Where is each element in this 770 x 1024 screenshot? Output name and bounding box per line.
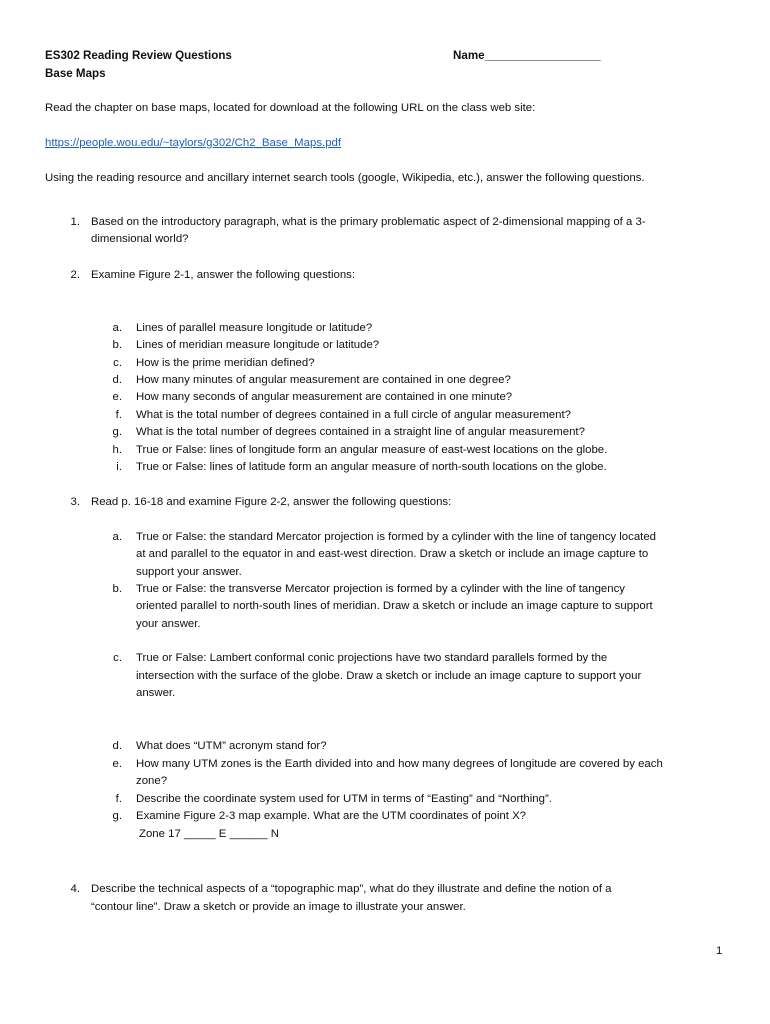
item-text: What is the total number of degrees contained in a straight line of angular measurement? <box>136 426 585 438</box>
item-text-line-2: oriented parallel to north-south lines of meridian. Draw a sketch or include an image capture to support <box>136 600 653 612</box>
item-text: True or False: lines of longitude form an angular measure of east-west locations on the globe. <box>136 444 608 456</box>
item-text-line-2: zone? <box>136 775 168 787</box>
item-text-line-2: intersection with the surface of the globe. Draw a sketch or include an image capture to support your <box>136 670 642 682</box>
item-letter: g. <box>112 426 122 438</box>
item-text: Lines of meridian measure longitude or latitude? <box>136 339 380 351</box>
item-text-line-3: support your answer. <box>136 566 242 578</box>
item-text-line-1: True or False: the standard Mercator projection is formed by a cylinder with the line of tangency located <box>136 531 657 543</box>
item-letter: b. <box>112 583 122 595</box>
item-letter: e. <box>112 391 122 403</box>
question-2-text: Examine Figure 2-1, answer the following questions: <box>91 269 356 281</box>
item-text: Describe the coordinate system used for UTM in terms of “Easting” and “Northing”. <box>136 793 552 805</box>
item-letter: c. <box>113 652 122 664</box>
item-text: How many seconds of angular measurement are contained in one minute? <box>136 391 513 403</box>
item-text-line-3: your answer. <box>136 618 201 630</box>
item-letter: e. <box>112 758 122 770</box>
question-4-line-1: Describe the technical aspects of a “topographic map”, what do they illustrate and define the notion of a <box>91 883 612 895</box>
item-text: How is the prime meridian defined? <box>136 357 315 369</box>
question-2-number: 2. <box>70 269 80 281</box>
item-letter: g. <box>112 810 122 822</box>
item-text: Examine Figure 2-3 map example. What are the UTM coordinates of point X? <box>136 810 526 822</box>
item-letter: a. <box>112 531 122 543</box>
item-text-line-1: True or False: the transverse Mercator projection is formed by a cylinder with the line of tangency <box>136 583 625 595</box>
item-text: How many minutes of angular measurement are contained in one degree? <box>136 374 511 386</box>
question-1-line-1: Based on the introductory paragraph, what is the primary problematic aspect of 2-dimensional mapping of a 3- <box>91 216 646 228</box>
question-4-line-2: “contour line”. Draw a sketch or provide an image to illustrate your answer. <box>91 901 466 913</box>
item-text-line-2: at and parallel to the equator in and east-west direction. Draw a sketch or include an image capture to <box>136 548 649 560</box>
name-field-label: Name__________________ <box>453 49 601 62</box>
question-1-line-2: dimensional world? <box>91 233 189 245</box>
item-letter: f. <box>115 409 122 421</box>
item-letter: c. <box>113 357 122 369</box>
item-letter: f. <box>115 793 122 805</box>
question-3-text: Read p. 16-18 and examine Figure 2-2, answer the following questions: <box>91 496 452 508</box>
item-letter: h. <box>112 444 122 456</box>
item-letter: d. <box>112 740 122 752</box>
page-number: 1 <box>716 945 723 957</box>
item-letter: i. <box>116 461 122 473</box>
item-text: True or False: lines of latitude form an angular measure of north-south locations on the globe. <box>136 461 607 473</box>
question-4-number: 4. <box>70 883 80 895</box>
item-text-line-1: How many UTM zones is the Earth divided into and how many degrees of longitude are covered by each <box>136 758 663 770</box>
instructions-text: Using the reading resource and ancillary internet search tools (google, Wikipedia, etc.), answer the following questions. <box>45 172 645 184</box>
item-letter: b. <box>112 339 122 351</box>
item-text-line-3: answer. <box>136 687 176 699</box>
item-text-line-1: True or False: Lambert conformal conic projections have two standard parallels formed by the <box>136 652 608 664</box>
question-1-number: 1. <box>70 216 80 228</box>
item-letter: d. <box>112 374 122 386</box>
document-subtitle: Base Maps <box>45 67 106 80</box>
course-title: ES302 Reading Review Questions <box>45 49 232 62</box>
utm-zone-answer-line: Zone 17 _____ E ______ N <box>139 828 279 840</box>
chapter-url-link[interactable]: https://people.wou.edu/~taylors/g302/Ch2_Base_Maps.pdf <box>45 137 342 149</box>
question-3-number: 3. <box>70 496 80 508</box>
item-text: Lines of parallel measure longitude or latitude? <box>136 322 373 334</box>
intro-text: Read the chapter on base maps, located for download at the following URL on the class web site: <box>45 102 536 114</box>
item-text: What does “UTM” acronym stand for? <box>136 740 327 752</box>
item-letter: a. <box>112 322 122 334</box>
item-text: What is the total number of degrees contained in a full circle of angular measurement? <box>136 409 571 421</box>
